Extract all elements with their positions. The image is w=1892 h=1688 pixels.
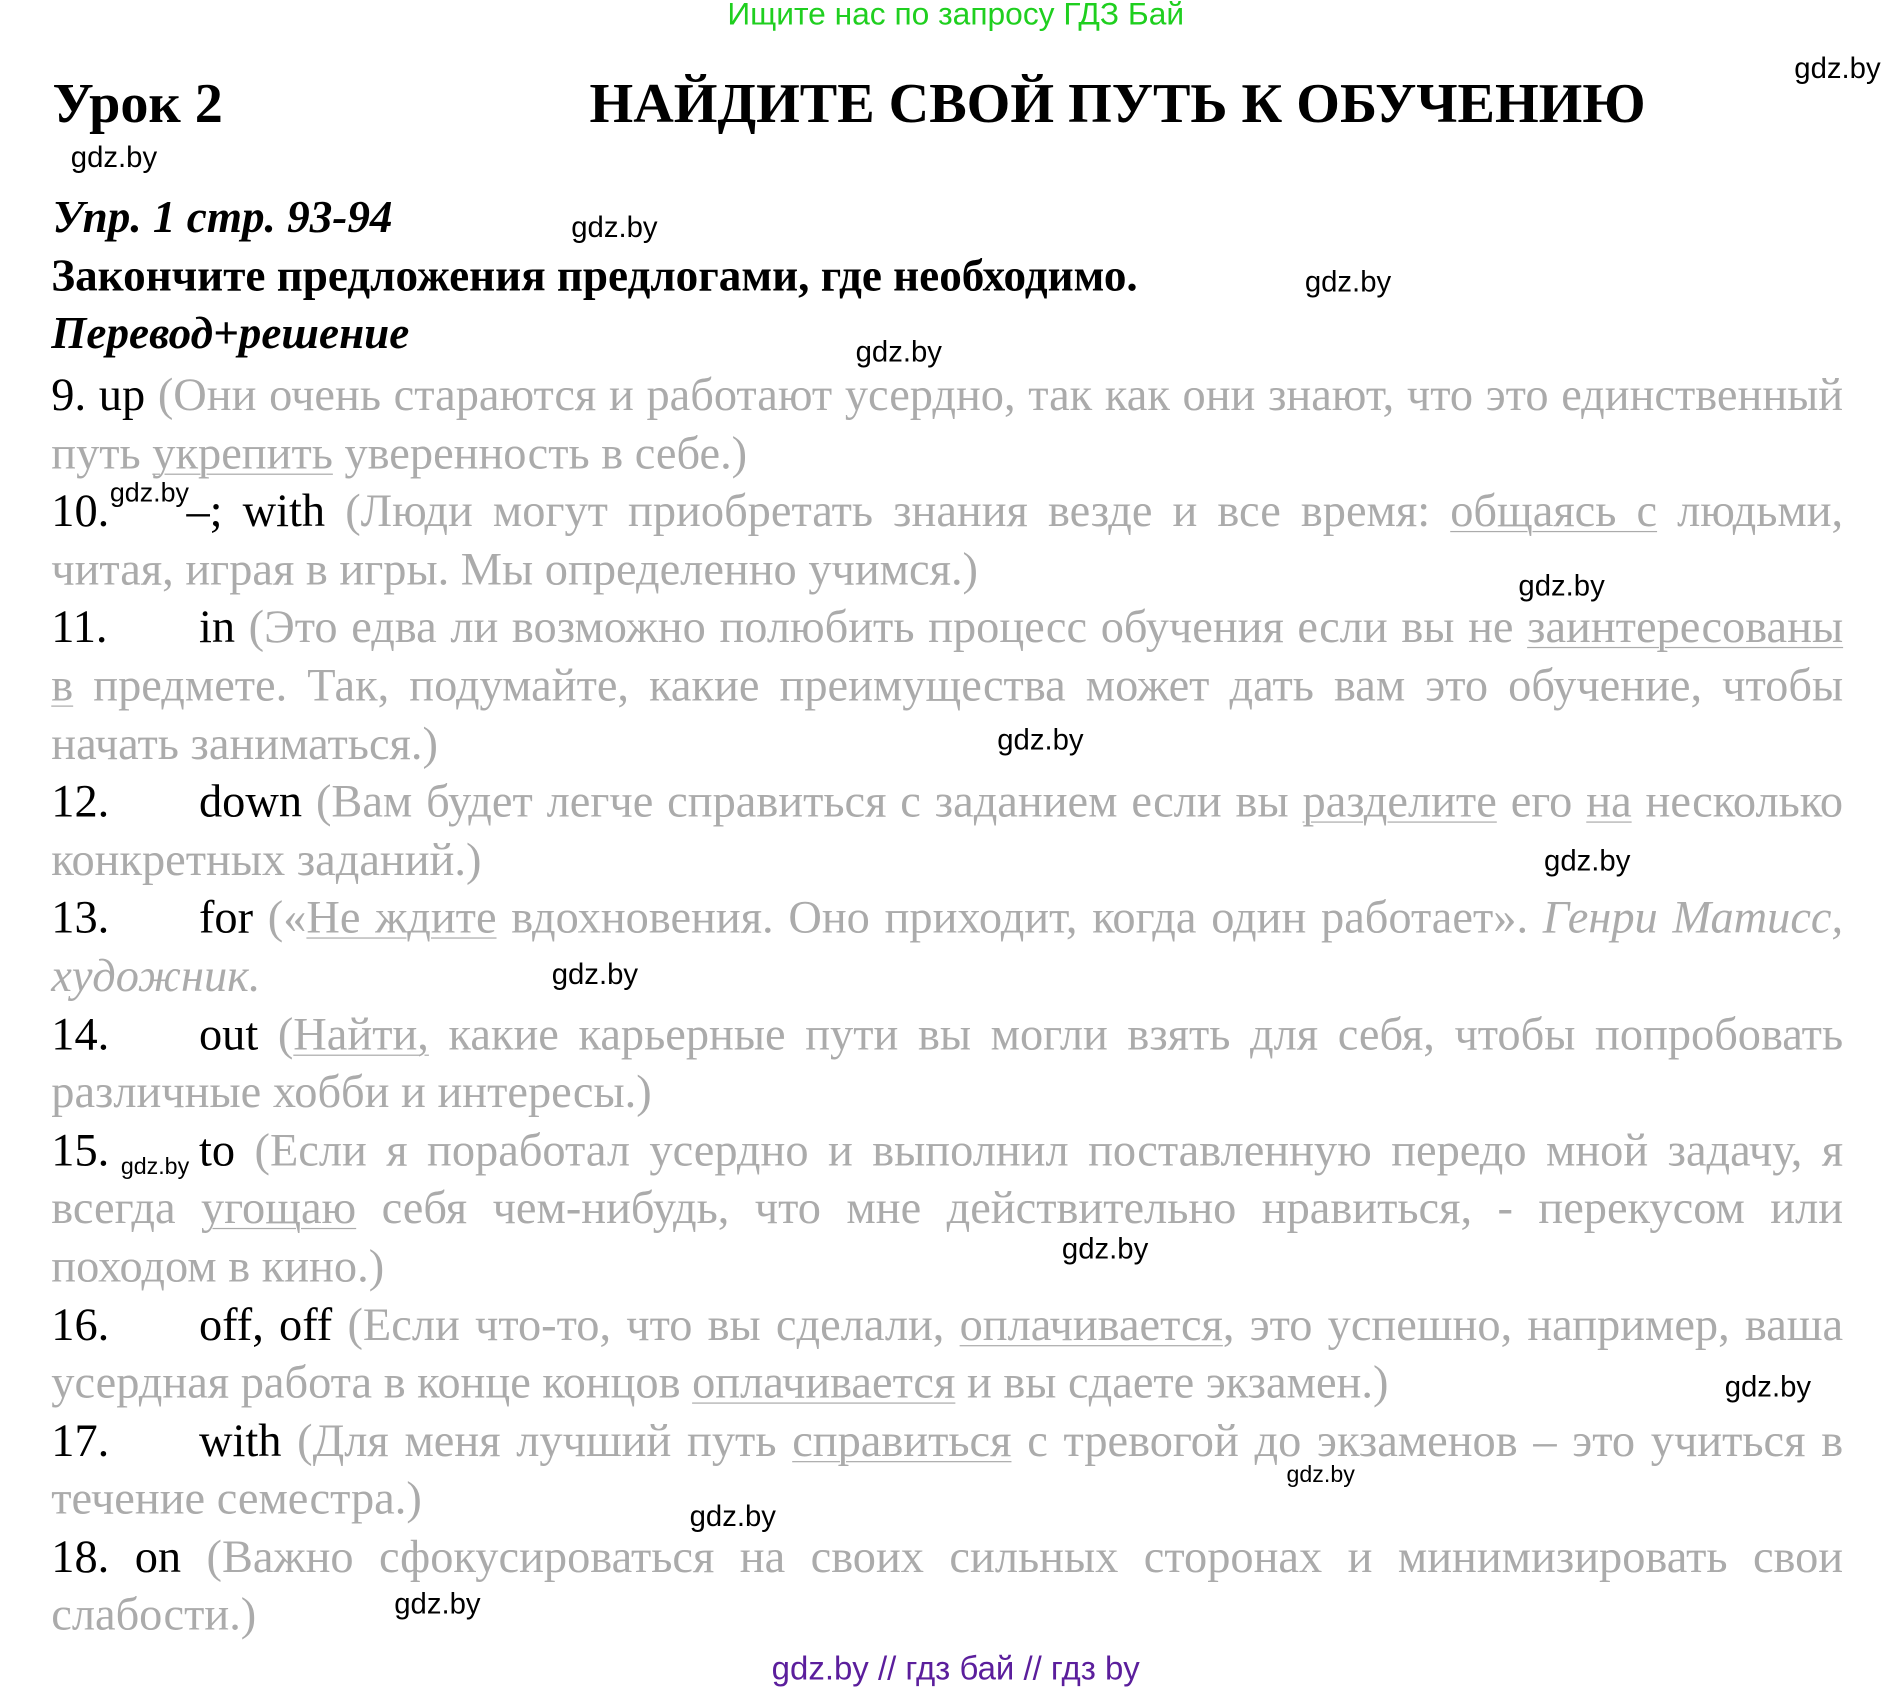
item-number: 15. (51, 1125, 110, 1177)
watermark: gdz.by (1061, 1232, 1149, 1266)
list-item (51, 1529, 1843, 1645)
item-number: 13. (51, 892, 110, 944)
item-number: 18. (51, 1531, 110, 1583)
underlined-phrase: угощаю (200, 1183, 357, 1235)
translation-text: (Они очень стараются и работают усердно, так как они знают, что это единственный путь (51, 369, 1844, 480)
item-number: 14. (51, 1008, 110, 1061)
item-number: 12. (51, 776, 110, 828)
translation-text: вдохновения. Оно приходит, когда один работает». (496, 892, 1543, 944)
item-answer: up (98, 369, 146, 422)
translation-text: (Это едва ли возможно полюбить процесс обучения если вы не (248, 602, 1528, 654)
top-banner[interactable]: Ищите нас по запросу ГДЗ Бай (727, 0, 1185, 32)
list-item (51, 890, 1843, 1006)
watermark: gdz.by (1794, 52, 1881, 86)
translation-text: (Для меня лучший путь (297, 1415, 793, 1467)
underlined-phrase: Не ждите (306, 892, 497, 944)
watermark: gdz.by (120, 1154, 190, 1181)
list-item (51, 1123, 1843, 1297)
watermark: gdz.by (394, 1588, 481, 1621)
translation-text: Генри Матисс, художник. (51, 892, 1844, 1003)
underlined-phrase: укрепить (152, 427, 333, 480)
watermark: gdz.by (1286, 1462, 1355, 1488)
item-answer: off, off (198, 1299, 333, 1351)
translation-text: ( (277, 1008, 294, 1061)
watermark: gdz.by (997, 723, 1084, 757)
footer-links[interactable]: gdz.by // гдз бай // гдз by (771, 1650, 1140, 1687)
translation-text: его (1496, 776, 1587, 828)
underlined-phrase: разделите (1302, 776, 1497, 828)
mode-heading: Перевод+решение (51, 308, 410, 359)
item-answer: to (198, 1125, 236, 1177)
translation-text: (Люди могут приобретать знания везде и все время: (345, 486, 1451, 538)
list-item (51, 1006, 1843, 1122)
translation-text: (Вам будет легче справиться с заданием если вы (315, 776, 1303, 828)
list-item (51, 1413, 1843, 1529)
lesson-heading: Урок 2 (52, 72, 223, 135)
watermark: gdz.by (1724, 1370, 1812, 1404)
item-number: 11. (51, 602, 108, 654)
item-number: 10. (51, 486, 110, 538)
translation-text: и вы сдаете экзамен.) (955, 1357, 1389, 1409)
item-answer: with (198, 1415, 282, 1467)
item-number: 9. (51, 369, 87, 422)
item-number: 17. (51, 1415, 110, 1467)
underlined-phrase: оплачивается (692, 1357, 956, 1409)
watermark: gdz.by (1544, 844, 1631, 878)
task-instruction: Закончите предложения предлогами, где необходимо. (51, 251, 1138, 302)
item-answer: on (134, 1531, 182, 1583)
underlined-phrase: Найти, (293, 1008, 429, 1061)
watermark: gdz.by (70, 141, 158, 175)
item-answer: down (198, 776, 303, 828)
translation-text: предмете. Так, подумайте, какие преимущества может дать вам это обучение, чтобы начать заниматься.) (51, 660, 1844, 770)
translation-text: людьми, читая, играя в игры. Мы определенно учимся.) (51, 486, 1844, 596)
translation-text: несколько конкретных заданий.) (51, 776, 1844, 886)
item-answer: out (198, 1008, 259, 1061)
translation-text: (Если я поработал усердно и выполнил поставленную передо мной задачу, я всегда (51, 1125, 1844, 1235)
item-number: 16. (51, 1299, 110, 1351)
underlined-phrase: заинтересованы в (51, 602, 1844, 712)
list-item (51, 600, 1843, 774)
underlined-phrase: справиться (792, 1415, 1012, 1467)
exercise-heading: Упр. 1 стр. 93-94 (52, 192, 393, 243)
underlined-phrase: общаясь с (1450, 486, 1658, 538)
translation-text: (« (267, 892, 307, 944)
translation-text: какие карьерные пути вы могли взять для себя, чтобы попробовать различные хобби и интересы.) (51, 1008, 1844, 1119)
watermark: gdz.by (551, 958, 639, 992)
translation-text: с тревогой до экзаменов – это учиться в течение семестра.) (51, 1415, 1844, 1525)
item-answer: –; with (186, 486, 326, 538)
watermark: gdz.by (571, 211, 658, 245)
underlined-phrase: оплачивается (959, 1299, 1223, 1351)
translation-text: (Важно сфокусироваться на своих сильных сторонах и минимизировать свои слабости.) (51, 1531, 1844, 1642)
watermark: gdz.by (689, 1500, 776, 1534)
watermark: gdz.by (855, 335, 942, 369)
translation-text: (Если что-то, что вы сделали, (347, 1299, 960, 1351)
translation-text: уверенность в себе.) (332, 427, 748, 480)
watermark: gdz.by (1304, 266, 1392, 300)
translation-text: себя чем-нибудь, что мне действительно нравиться, - перекусом или походом в кино.) (51, 1183, 1844, 1293)
underlined-phrase: на (1586, 776, 1632, 828)
answer-list (51, 367, 1843, 1645)
page-title: НАЙДИТЕ СВОЙ ПУТЬ К ОБУЧЕНИЮ (589, 72, 1646, 135)
list-item (51, 367, 1843, 483)
watermark: gdz.by (1518, 570, 1605, 603)
list-item (51, 1297, 1843, 1413)
watermark: gdz.by (109, 477, 189, 508)
translation-text: , это успешно, например, ваша усердная работа в конце концов (51, 1299, 1844, 1409)
item-answer: for (198, 892, 254, 944)
item-answer: in (198, 602, 236, 654)
